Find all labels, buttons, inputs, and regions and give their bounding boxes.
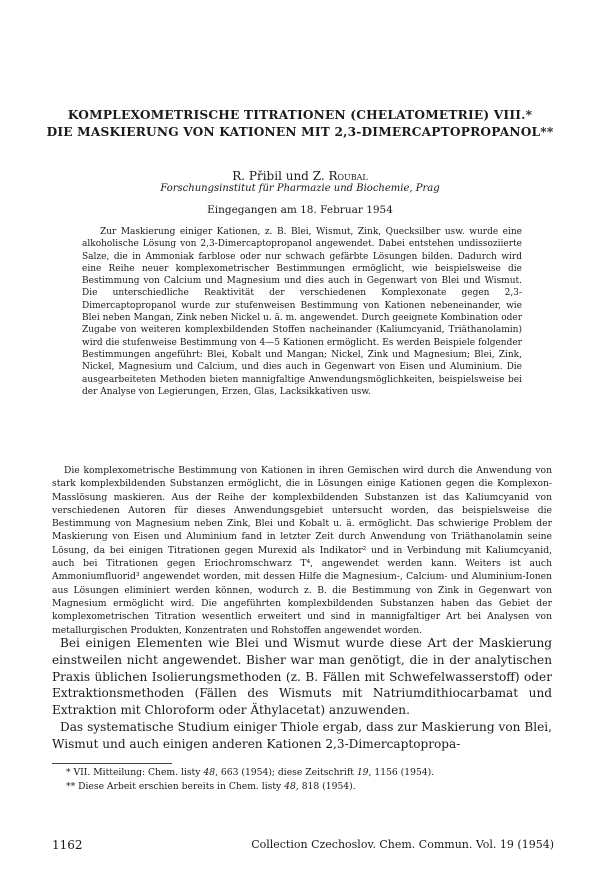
footnote-1-text-b: , 663 (1954); diese Zeitschrift bbox=[215, 767, 357, 778]
journal-reference: Collection Czechoslov. Chem. Commun. Vol. 19 (1954) bbox=[251, 838, 554, 851]
footnote-1-volume-2: 19 bbox=[356, 767, 369, 778]
footnote-rule bbox=[52, 763, 172, 764]
page-number: 1162 bbox=[52, 838, 83, 852]
footnote-1 bbox=[52, 766, 552, 780]
footnote-1-volume: 48 bbox=[203, 767, 216, 778]
body-paragraph-1: Bei einigen Elementen wie Blei und Wismut wurde diese Art der Maskierung einstweilen nicht angewendet. Bisher war man genötigt, die in der analytischen Praxis üblichen Isolierungsmethoden (z. B. Fällen mit Schwefelwasserstoff) oder Extraktionsmethoden (Fällen des Wismuts mit Natriumdithiocarbamat und Extraktion mit Chloroform oder Äthylacetat) anzuwenden. bbox=[52, 636, 552, 718]
institution: Forschungsinstitut für Pharmazie und Biochemie, Prag bbox=[160, 183, 440, 194]
footnote-2-mark: ** bbox=[66, 780, 79, 792]
footnote-1-text-a: VII. Mitteilung: Chem. listy bbox=[73, 767, 204, 778]
footnote-2-volume: 48 bbox=[284, 780, 296, 792]
footnotes bbox=[52, 766, 552, 793]
footnote-2-text-b: , 818 (1954). bbox=[295, 780, 356, 792]
abstract bbox=[82, 226, 522, 398]
author-1: R. Přibil bbox=[232, 169, 282, 183]
introduction bbox=[52, 464, 552, 637]
body-text bbox=[52, 635, 552, 753]
author-2: Z. Roubal bbox=[312, 169, 368, 183]
authors-and: und bbox=[281, 169, 313, 183]
abstract-text: Zur Maskierung einiger Kationen, z. B. Blei, Wismut, Zink, Quecksilber usw. wurde eine alkoholische Lösung von 2,3-Dimercaptopropanol angewendet. Dabei entstehen undissoziierte Salze, die in Ammoniak farblose oder nur schwach gefärbte Lösungen bilden. Dadurch wird eine Reihe neuer komplexometrischer Bestimmungen ermöglicht, wie beispielsweise die Bestimmung von Calcium und Magnesium und dies auch in Gegenwart von Blei und Wismut. Die unterschiedliche Reaktivität der verschiedenen Komplexonate gegen 2,3-Dimercaptopropanol wurde zur stufenweisen Bestimmung von Kationen nebeneinander, wie Blei neben Mangan, Zink neben Nickel u. ä. m. angewendet. Durch geeignete Kombination oder Zugabe von weiteren komplexbildenden Stoffen nacheinander (Kaliumcyanid, Triäthanolamin) wird die stufenweise Bestimmung von 4—5 Kationen ermöglicht. Es werden Beispiele folgender Bestimmungen angeführt: Blei, Kobalt und Mangan; Nickel, Zink und Magnesium; Blei, Zink, Nickel, Magnesium und Calcium, und dies auch in Gegenwart von Eisen und Aluminium. Die ausgearbeiteten Methoden bieten mannigfaltige Anwendungsmöglichkeiten, beispielsweise bei der Analyse von Legierungen, Erzen, Glas, Lacksikkativen usw. bbox=[82, 227, 522, 397]
authors bbox=[0, 169, 600, 183]
footnote-2 bbox=[52, 780, 552, 794]
title-line-2: DIE MASKIERUNG VON KATIONEN MIT 2,3-DIMERCAPTOPROPANOL** bbox=[46, 125, 554, 139]
intro-text: Die komplexometrische Bestimmung von Kationen in ihren Gemischen wird durch die Anwendung von stark komplexbildenden Substanzen ermöglicht, die in Lösungen einige Kationen gegen die Komplexon-Masslösung maskieren. Aus der Reihe der komplexbildenden Substanzen ist das Kaliumcyanid von verschiedenen Autoren für dieses Anwendungsgebiet untersucht worden, das beispielsweise die Bestimmung von Magnesium neben Zink, Blei und Kobalt u. ä. ermöglicht. Das schwierige Problem der Maskierung von Eisen und Aluminium fand in letzter Zeit durch Anwendung von Triäthanolamin seine Lösung, da bei einigen Titrationen gegen Murexid als Indikator² und in Verbindung mit Kaliumcyanid, auch bei Titrationen gegen Eriochromschwarz T⁴, angewendet werden kann. Weiters ist auch Ammoniumfluorid³ angewendet worden, mit dessen Hilfe die Magnesium-, Calcium- und Aluminium-Ionen aus Lösungen eliminiert werden können, wodurch z. B. die Bestimmung von Zink in Gegenwart von Magnesium ermöglicht wird. Die angeführten komplexbildenden Substanzen haben das Gebiet der komplexometrischen Titration wesentlich erweitert und sind in mannigfaltiger Art bei Analysen von metallurgischen Produkten, Konzentraten und Rohstoffen angewendet worden. bbox=[52, 465, 552, 636]
body-paragraph-2: Das systematische Studium einiger Thiole ergab, dass zur Maskierung von Blei, Wismut und auch einigen anderen Kationen 2,3-Dimercaptopropa- bbox=[52, 719, 552, 751]
title-line-1: KOMPLEXOMETRISCHE TITRATIONEN (CHELATOMETRIE) VIII.* bbox=[67, 108, 533, 122]
footnote-2-text-a: Diese Arbeit erschien bereits in Chem. listy bbox=[78, 780, 285, 792]
footnote-1-text-c: , 1156 (1954). bbox=[368, 767, 435, 778]
footnote-1-mark: * bbox=[66, 767, 74, 778]
received-date: Eingegangen am 18. Februar 1954 bbox=[207, 204, 393, 216]
